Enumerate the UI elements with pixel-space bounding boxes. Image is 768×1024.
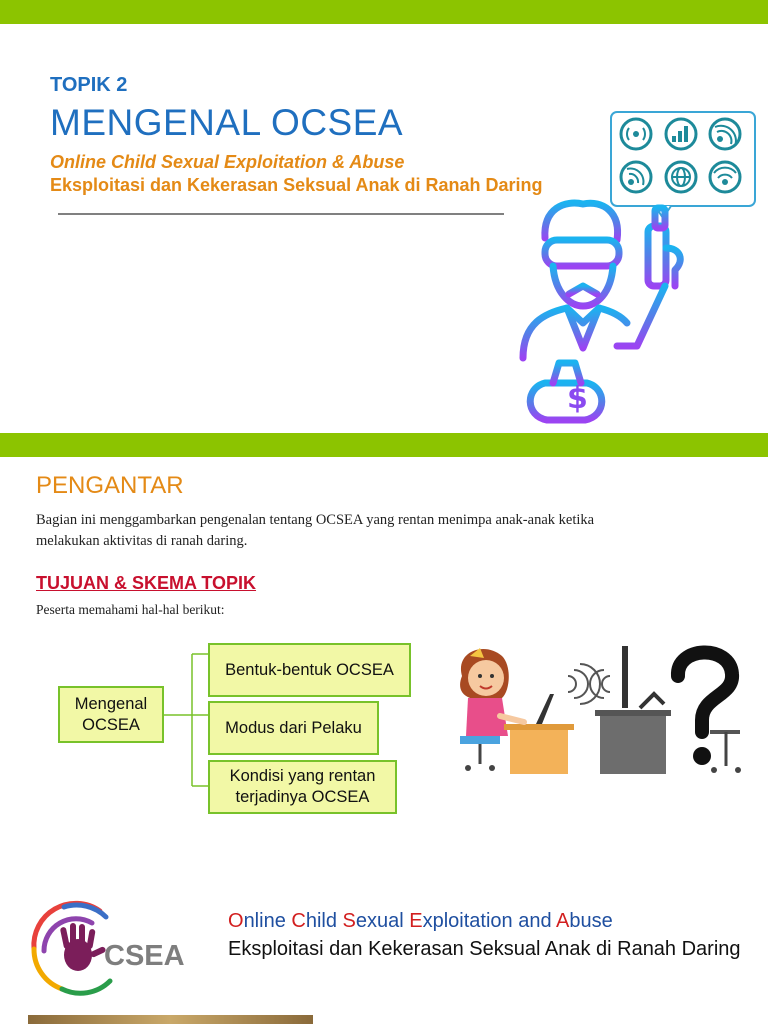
tagline-initial: C: [291, 910, 306, 932]
section-green-bar: [0, 433, 768, 457]
unknown-person-desk: [595, 646, 741, 774]
tagline-text: exual: [355, 910, 410, 932]
tagline-text: buse: [569, 910, 613, 932]
bottom-image-strip: [28, 1015, 313, 1024]
subtitle-indonesian: Eksploitasi dan Kekerasan Seksual Anak di Ranah Daring: [50, 175, 543, 195]
intro-paragraph: Bagian ini menggambarkan pengenalan tentang OCSEA yang rentan menimpa anak-anak ketika melakukan aktivitas di ranah daring.: [36, 512, 595, 549]
footer-tagline-english: [228, 910, 613, 933]
section-heading-intro: PENGANTAR: [36, 472, 184, 499]
topic-label: TOPIK 2: [50, 74, 128, 96]
hand-icon: [60, 923, 107, 971]
tagline-text: nline: [243, 910, 292, 932]
hacker-illustration: [505, 108, 760, 426]
schema-item-conditions: Kondisi yang rentan terjadinya OCSEA: [208, 760, 397, 814]
page-title: MENGENAL OCSEA: [50, 102, 404, 143]
svg-text:$: $: [567, 381, 588, 416]
schema-item-forms: Bentuk-bentuk OCSEA: [208, 643, 411, 697]
online-risk-illustration: [440, 636, 750, 778]
network-icons-panel: [611, 112, 755, 218]
tagline-initial: E: [409, 910, 423, 932]
subtitle-english: Online Child Sexual Exploitation & Abuse: [50, 152, 405, 172]
tagline-initial: A: [556, 910, 570, 932]
objectives-lead: Peserta memahami hal-hal berikut:: [36, 602, 225, 617]
tagline-initial: S: [342, 910, 356, 932]
schema-item-modus: Modus dari Pelaku: [208, 701, 379, 755]
top-green-bar: [0, 0, 768, 24]
tagline-text: hild: [305, 910, 343, 932]
tagline-initial: O: [228, 910, 244, 932]
section-heading-objectives: TUJUAN & SKEMA TOPIK: [36, 573, 257, 593]
footer-tagline-indonesian: Eksploitasi dan Kekerasan Seksual Anak di Ranah Daring: [228, 938, 741, 960]
schema-connector: [160, 650, 215, 790]
girl-at-desk: [460, 648, 574, 774]
tagline-text: xploitation and: [422, 910, 557, 932]
logo-wordmark: CSEA: [104, 940, 185, 972]
hacker-figure: [523, 203, 680, 420]
schema-root-box: Mengenal OCSEA: [58, 686, 164, 743]
signal-waves: [568, 664, 610, 704]
title-divider: [58, 213, 504, 215]
